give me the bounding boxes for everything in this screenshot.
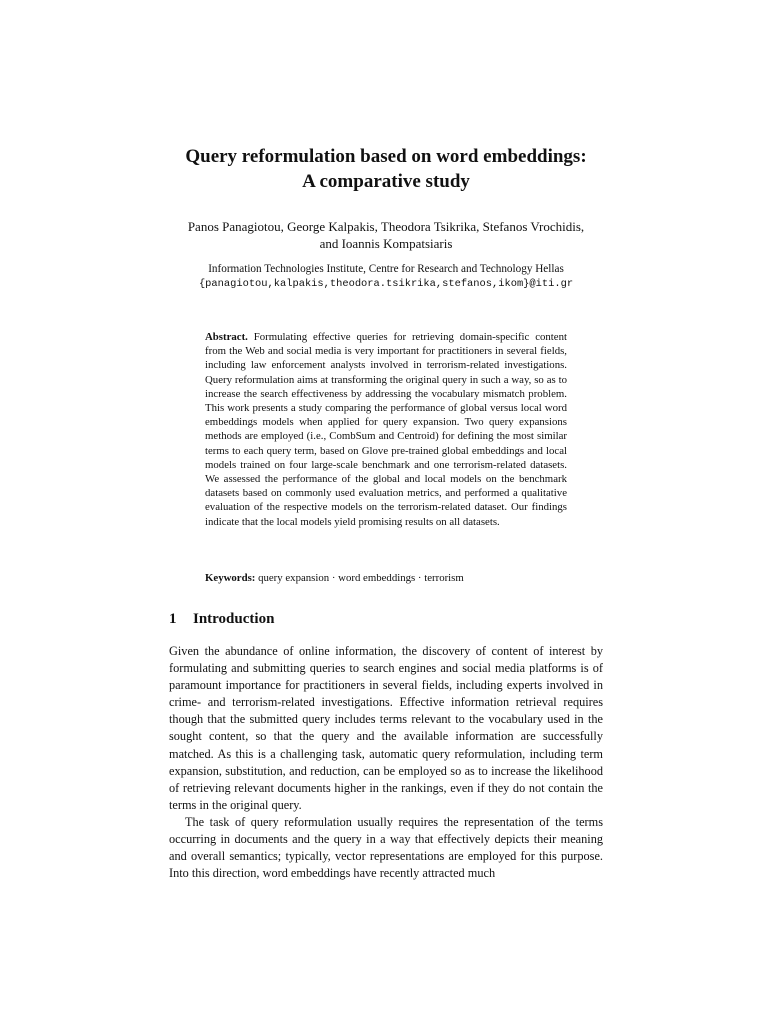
- keywords-text: query expansion · word embeddings · terrorism: [258, 572, 464, 584]
- section-heading: [169, 609, 274, 629]
- paper-title-line: Query reformulation based on word embeddings:: [185, 146, 587, 167]
- section-title: Introduction: [193, 611, 275, 627]
- section-number: 1: [169, 611, 177, 627]
- paper-title-line: A comparative study: [302, 171, 470, 192]
- author-list: [120, 218, 652, 252]
- affiliation: Information Technologies Institute, Centre for Research and Technology Hellas: [208, 263, 564, 275]
- abstract-label: Abstract.: [205, 331, 248, 343]
- affiliation-block: [120, 262, 652, 292]
- abstract-text: Formulating effective queries for retrieving domain-specific content from the Web and social media is very important for practitioners in several fields, including law enforcement analysts involved in terrorism-related investigations. Query reformulation aims at transforming the original query in such a way, so as to increase the search effectiveness by addressing the vocabulary mismatch problem. This work presents a study comparing the performance of global versus local word embeddings models when applied for query expansion. Two query expansions methods are employed (i.e., CombSum and Centroid) for defining the most similar terms to each query term, based on Glove pre-trained global embeddings and local models trained on four large-scale benchmark and one terrorism-related datasets. We assessed the performance of the global and local models on the benchmark datasets based on commonly used evaluation metrics, and performed a qualitative evaluation of the respective models on the terrorism-related dataset. Our findings indicate that the local models yield promising results on all datasets.: [205, 331, 567, 528]
- body-paragraph: Given the abundance of online information, the discovery of content of interest by formulating and submitting queries to search engines and social media platforms is of paramount importance for practitioners in several fields, including experts involved in crime- and terrorism-related investigations. Effective information retrieval requires though that the submitted query includes terms relevant to the vocabulary used in the sought content, so that the query and the available information are successfully matched. As this is a challenging task, automatic query reformulation, including term expansion, substitution, and reduction, can be employed so as to increase the likelihood of retrieving relevant documents higher in the rankings, even if they do not contain the terms in the original query.: [169, 644, 603, 812]
- abstract: [205, 330, 567, 529]
- paper-title: [100, 144, 672, 194]
- author-line: Panos Panagiotou, George Kalpakis, Theodora Tsikrika, Stefanos Vrochidis,: [187, 219, 585, 234]
- author-line: and Ioannis Kompatsiaris: [319, 236, 453, 251]
- keywords-label: Keywords:: [205, 572, 256, 584]
- author-emails: {panagiotou,kalpakis,theodora.tsikrika,stefanos,ikom}@iti.gr: [198, 278, 574, 290]
- body-paragraph: The task of query reformulation usually requires the representation of the terms occurring in documents and the query in a way that effectively depicts their meaning and overall semantics; typically, vector representations are employed for this purpose. Into this direction, word embeddings have recently attracted much: [169, 814, 603, 881]
- section-body: [169, 643, 603, 882]
- keywords: [205, 571, 567, 585]
